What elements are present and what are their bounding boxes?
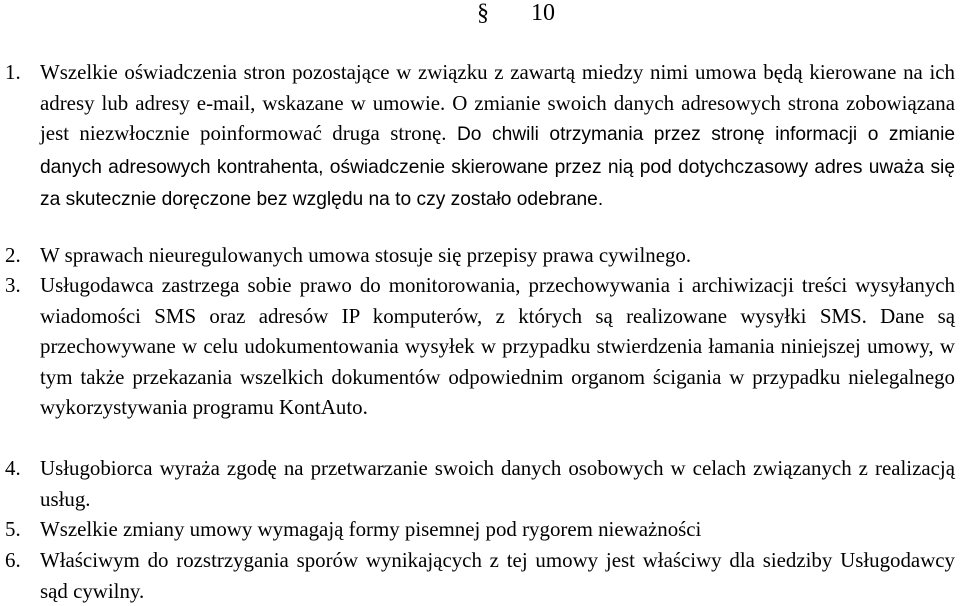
item-text bbox=[40, 57, 955, 216]
section-heading bbox=[0, 0, 960, 27]
item-text-serif: Wszelkie oświadczenia stron pozostające w związku z zawartą miedzy nimi umowa będą kierowane na ich adresy lub adresy e-mail, wskazane w umowie. O zmianie swoich danych adresowych strona zobowiązana jest niezwłocznie poinformować druga stronę. bbox=[40, 60, 955, 146]
item-number: 4. bbox=[5, 456, 21, 480]
section-number: 10 bbox=[531, 0, 555, 26]
list-item-2 bbox=[5, 240, 955, 271]
item-number: 3. bbox=[5, 273, 21, 297]
item-text: Usługobiorca wyraża zgodę na przetwarzanie swoich danych osobowych w celach związanych z realizacją usług. bbox=[40, 456, 955, 511]
item-number: 6. bbox=[5, 548, 21, 572]
item-number: 1. bbox=[5, 60, 21, 84]
item-number: 2. bbox=[5, 243, 21, 267]
item-text: W sprawach nieuregulowanych umowa stosuje się przepisy prawa cywilnego. bbox=[40, 243, 692, 267]
item-text-sans: Do chwili otrzymania przez stronę informacji o zmianie danych adresowych kontrahenta, oświadczenie skierowane przez nią pod dotychczasowy adres uważa się za skutecznie doręczone bez względu na to czy zostało odebrane. bbox=[40, 124, 956, 211]
list-item-6 bbox=[5, 545, 955, 606]
section-symbol: § bbox=[477, 0, 489, 26]
list-item-3 bbox=[5, 270, 955, 423]
item-text: Właściwym do rozstrzygania sporów wynikających z tej umowy jest właściwy dla siedziby Usługodawcy sąd cywilny. bbox=[40, 548, 955, 603]
list-item-5 bbox=[5, 514, 955, 545]
item-text: Wszelkie zmiany umowy wymagają formy pisemnej pod rygorem nieważności bbox=[40, 517, 702, 541]
list-item-4 bbox=[5, 453, 955, 514]
item-text: Usługodawca zastrzega sobie prawo do monitorowania, przechowywania i archiwizacji treści wysyłanych wiadomości SMS oraz adresów IP komputerów, z których są realizowane wysyłki SMS. Dane są przechowywane w celu udokumentowania wysyłek w przypadku stwierdzenia łamania niniejszej umowy, w tym także przekazania wszelkich dokumentów odpowiednim organom ścigania w przypadku nielegalnego wykorzystywania programu KontAuto. bbox=[40, 273, 955, 420]
list-item-1 bbox=[5, 57, 955, 216]
item-number: 5. bbox=[5, 517, 21, 541]
